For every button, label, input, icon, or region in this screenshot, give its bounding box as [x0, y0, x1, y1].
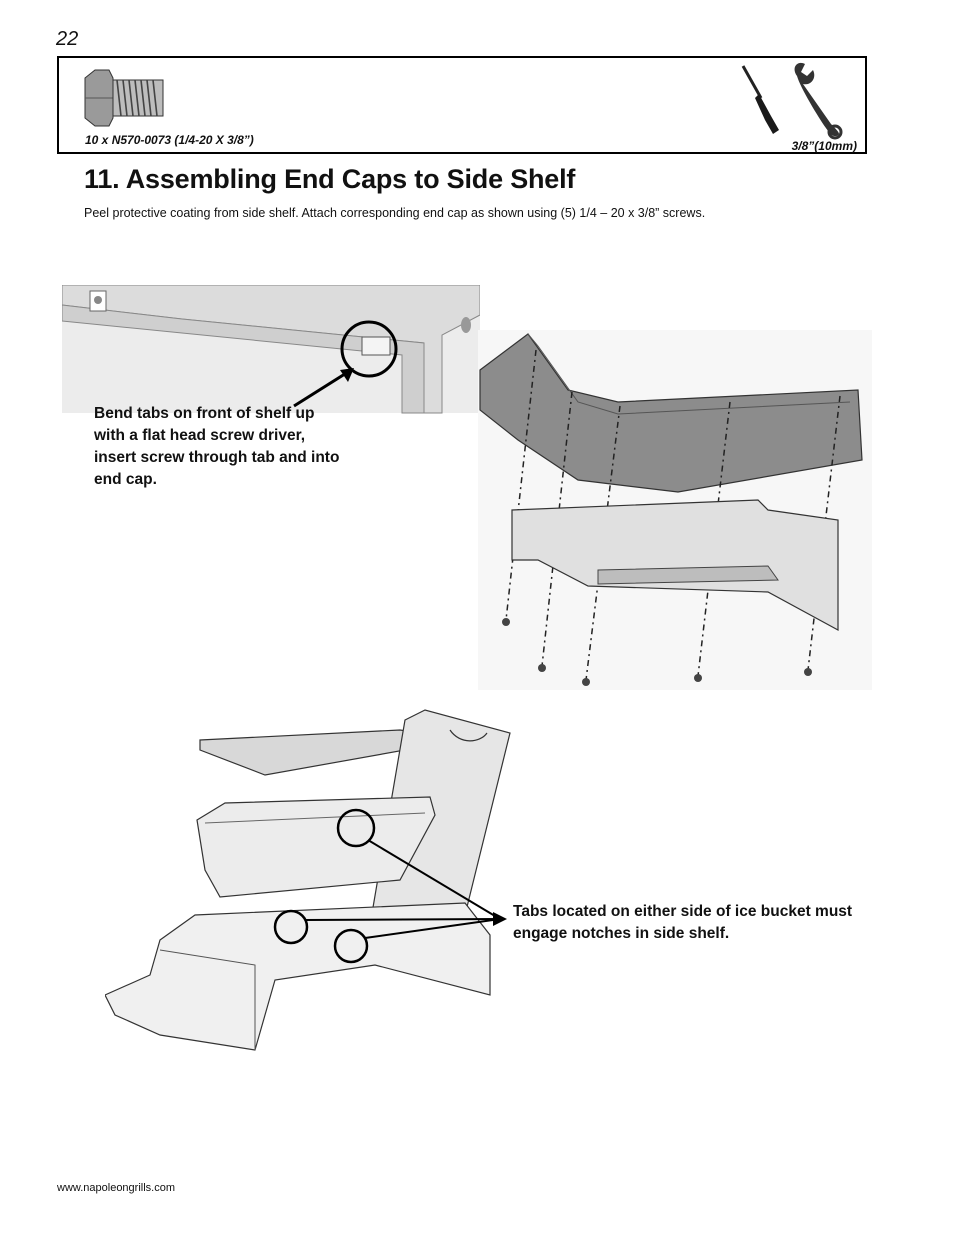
tool-size-label: 3/8”(10mm)	[791, 139, 857, 153]
tools-icons	[735, 62, 865, 142]
section-title: 11. Assembling End Caps to Side Shelf	[84, 164, 576, 194]
bend-tabs-note: Bend tabs on front of shelf up with a flat head screw driver, insert screw through tab and into end cap.	[94, 405, 340, 488]
hardware-label: 10 x N570-0073 (1/4-20 X 3/8”)	[85, 133, 254, 147]
page-number: 22	[56, 28, 79, 50]
hardware-tools-box	[57, 56, 867, 154]
hex-bolt-icon	[81, 68, 231, 128]
shelf-tab-detail-figure	[62, 285, 480, 415]
ice-bucket-figure	[105, 705, 515, 1055]
screwdriver-icon	[743, 66, 779, 134]
end-cap-exploded-figure	[478, 330, 872, 690]
wrench-icon	[795, 63, 841, 138]
ice-bucket-tabs-note: Tabs located on either side of ice bucket must engage notches in side shelf.	[513, 903, 853, 942]
instructions-text: Peel protective coating from side shelf. Attach corresponding end cap as shown using (5) 1/4 – 20 x 3/8” screws.	[84, 206, 706, 220]
footer-url[interactable]: www.napoleongrills.com	[57, 1182, 175, 1194]
